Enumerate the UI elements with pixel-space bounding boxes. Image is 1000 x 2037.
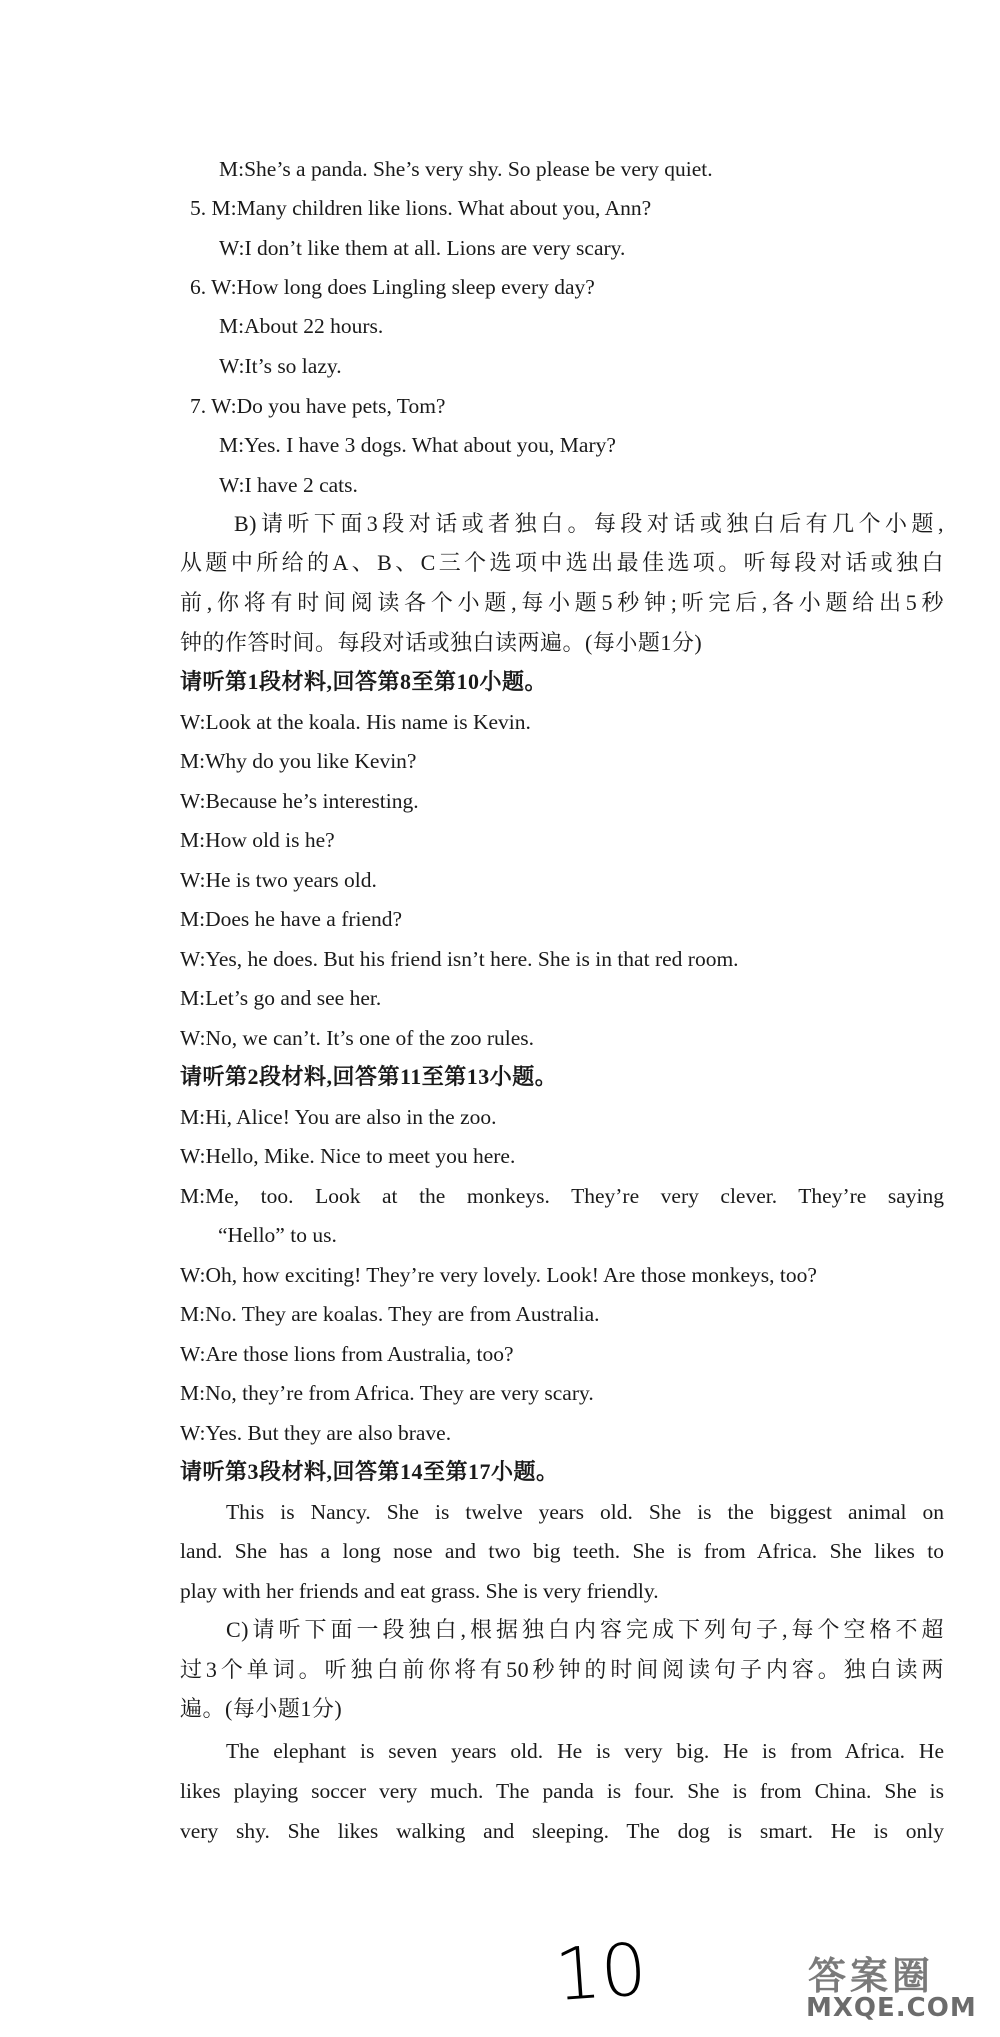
page-number: 10	[552, 1926, 650, 2018]
text-line: M:Yes. I have 3 dogs. What about you, Mary?	[219, 433, 616, 457]
section-c-instruction: C)请听下面一段独白,根据独白内容完成下列句子,每个空格不超	[226, 1617, 944, 1642]
paragraph-line: play with her friends and eat grass. She is very friendly.	[180, 1579, 659, 1603]
text-line: W:Yes. But they are also brave.	[180, 1421, 452, 1445]
section-b-instruction: 从题中所给的A、B、C三个选项中选出最佳选项。听每段对话或独白	[180, 550, 944, 575]
text-line: W:Yes, he does. But his friend isn’t here. She is in that red room.	[180, 947, 739, 971]
text-line: M:Does he have a friend?	[180, 907, 403, 931]
text-line: M:No. They are koalas. They are from Australia.	[180, 1302, 600, 1326]
section-c-instruction: 过3个单词。听独白前你将有50秒钟的时间阅读句子内容。独白读两	[180, 1657, 944, 1682]
watermark-chars: 答案圈	[808, 1954, 935, 1998]
paragraph-line: land. She has a long nose and two big teeth. She is from Africa. She likes to	[180, 1539, 944, 1563]
text-line: W:Oh, how exciting! They’re very lovely. Look! Are those monkeys, too?	[180, 1263, 817, 1287]
text-line: W:Look at the koala. His name is Kevin.	[180, 710, 531, 734]
text-line: “Hello” to us.	[218, 1223, 337, 1247]
material-heading: 请听第3段材料,回答第14至第17小题。	[180, 1459, 559, 1484]
text-line: M:Why do you like Kevin?	[180, 749, 417, 773]
text-line: M:Me, too. Look at the monkeys. They’re very clever. They’re saying	[180, 1184, 944, 1208]
paragraph-line: very shy. She likes walking and sleeping. The dog is smart. He is only	[180, 1819, 944, 1843]
watermark-url: MXQE.COM	[806, 1993, 977, 2023]
text-line: W:He is two years old.	[180, 868, 377, 892]
text-line: W:Hello, Mike. Nice to meet you here.	[180, 1144, 516, 1168]
section-b-instruction: B)请听下面3段对话或者独白。每段对话或独白后有几个小题,	[234, 511, 944, 536]
text-line: M:No, they’re from Africa. They are very scary.	[180, 1381, 594, 1405]
paragraph-line: This is Nancy. She is twelve years old. She is the biggest animal on	[226, 1500, 944, 1524]
watermark-logo	[800, 1945, 990, 2030]
paragraph-line: The elephant is seven years old. He is very big. He is from Africa. He	[226, 1739, 944, 1763]
section-b-instruction: 钟的作答时间。每段对话或独白读两遍。(每小题1分)	[180, 630, 703, 655]
text-line: W:I have 2 cats.	[219, 473, 358, 497]
section-c-instruction: 遍。(每小题1分)	[180, 1696, 343, 1721]
text-line: M:About 22 hours.	[219, 314, 384, 338]
text-line: W:Because he’s interesting.	[180, 789, 419, 813]
text-line: M:She’s a panda. She’s very shy. So please be very quiet.	[219, 157, 713, 181]
text-line: W:Are those lions from Australia, too?	[180, 1342, 514, 1366]
text-line: M:How old is he?	[180, 828, 335, 852]
text-line: 6. W:How long does Lingling sleep every day?	[190, 275, 595, 299]
text-line: 7. W:Do you have pets, Tom?	[190, 394, 446, 418]
paragraph-line: likes playing soccer very much. The panda is four. She is from China. She is	[180, 1779, 944, 1803]
text-line: W:I don’t like them at all. Lions are very scary.	[219, 236, 626, 260]
text-line: W:It’s so lazy.	[219, 354, 342, 378]
material-heading: 请听第1段材料,回答第8至第10小题。	[180, 669, 548, 694]
section-b-instruction: 前,你将有时间阅读各个小题,每小题5秒钟;听完后,各小题给出5秒	[180, 590, 944, 615]
text-line: W:No, we can’t. It’s one of the zoo rules.	[180, 1026, 535, 1050]
text-line: 5. M:Many children like lions. What about you, Ann?	[190, 196, 652, 220]
material-heading: 请听第2段材料,回答第11至第13小题。	[180, 1064, 558, 1089]
text-line: M:Let’s go and see her.	[180, 986, 382, 1010]
text-line: M:Hi, Alice! You are also in the zoo.	[180, 1105, 497, 1129]
